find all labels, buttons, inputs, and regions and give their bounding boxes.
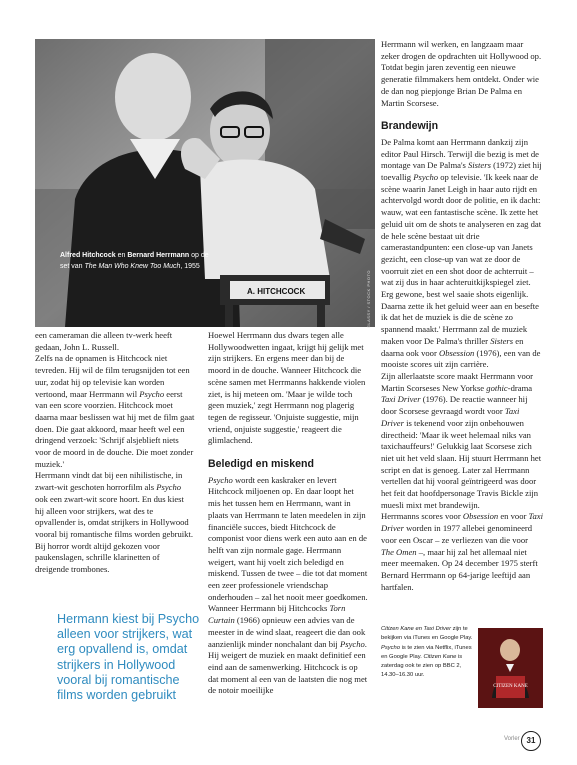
viewing-info-box: Citizen Kane en Taxi Driver zijn te bekijken via iTunes en Google Play. Psycho is te zien via Netflix, iTunes en Google Play. Citizen Kane is zaterdag ook te zien op BBC 2, 14.30–16.30 uur.	[381, 626, 473, 679]
paragraph: Hoewel Herrmann dus dwars tegen alle Hollywoodwetten ingaat, krijgt hij gelijk met zijn strijkers. En ergens meer dan bij de moord in de douche. Wanneer Hitchcock die scène samen met Herrmanns hakkende violen ziet, is hij meteen om. 'Maar je wilde toch geen muziek,' zegt Herrmann nog plagerig tegen de regisseur. 'Onjuiste suggestie, mijn vriend, onjuiste suggestie,' reageert die glimlachend.	[208, 330, 366, 446]
article-column-3	[381, 39, 543, 593]
caption-and: en	[115, 252, 128, 259]
photo-illustration	[35, 39, 375, 327]
dvd-cover-image	[478, 628, 543, 708]
paragraph: een cameraman die alleen tv-werk heeft gedaan, John L. Russell.	[35, 330, 173, 352]
pull-quote: Hermann kiest bij Psycho alleen voor strijkers, wat erg opvallend is, omdat strijkers in Hollywood vooral bij romantische films worden gebruikt	[57, 612, 200, 703]
page-number: 31	[521, 731, 541, 751]
paragraph: Zelfs na de opnamen is Hitchcock niet tevreden. Hij wil de film terugsnijden tot een uur, zodat hij op televisie kan worden vertoond, maar Herrmann wil Psycho eerst van een score voorzien. Hitchcock moet daarna maar beslissen wat hij met de film gaat doen. Die gaat akkoord, maar heeft wel een dringend verzoek: 'Schrijf alsjeblieft niets voor de moord in de douche. Die moet zonder muziek.'	[35, 353, 195, 469]
paragraph: De Palma komt aan Herrmann dankzij zijn editor Paul Hirsch. Terwijl die bezig is met de montage van De Palma's Sisters (1972) ziet hij toevallig Psycho op televisie. 'Ik keek naar de scène waarin Janet Leigh in haar auto rijdt en achtervolgd wordt door de politie, en ik dacht: wauw, wat een fantastische scène. Ik zette het geluid uit om de shots te analyseren en zag dat de hele scène bestaat uit drie camerastandpunten: een close-up van Janets gezicht, een close-up van wat ze door de voorruit ziet en een shot door de achterruit – wat zij dus in haar achteruitkijkspiegel ziet. Erg gewone, best wel saaie shots eigenlijk. Daarna zette ik het geluid weer aan en besefte ik dat het de muziek is die de scène zo spannend maakt.' Herrmann zal de muziek maken voor De Palma's thriller Sisters en daarna ook voor Obsession (1976), een van de mooiste scores uit zijn carrière.	[381, 136, 542, 370]
chair-label: A. HITCHCOCK	[247, 287, 306, 296]
section-heading: Brandewijn	[381, 120, 439, 133]
caption-name-1: Alfred Hitchcock	[60, 252, 116, 259]
paragraph: Herrmann wil werken, en langzaam maar zeker drogen de opdrachten uit Hollywood op. Totdat begin jaren zeventig een nieuwe generatie filmmakers hem ontdekt. Onder wie de dan nog piepjonge Brian De Palma en Martin Scorsese.	[381, 39, 542, 108]
article-column-1	[35, 330, 195, 576]
hitchcock-herrmann-photo	[35, 39, 375, 327]
caption-film: The Man Who Knew Too Much	[84, 263, 181, 270]
caption-year: , 1955	[180, 263, 200, 270]
paragraph: Herrmanns scores voor Obsession en voor Taxi Driver worden in 1977 allebei genomineerd voor een Oscar – ze verliezen van die voor The Omen –, maar hij zal het allemaal niet meer meemaken. Op 24 december 1975 sterft Bernard Herrmann op 64-jarige leeftijd aan hartfalen.	[381, 511, 544, 592]
dvd-title: CITIZEN KANE	[493, 684, 528, 689]
paragraph: Herrmann vindt dat bij een nihilistische, in zwart-wit geschoten horrorfilm als Psycho ook een zwart-wit score hoort. En dus kiest hij alleen voor strijkers, wat des te opvallender is, omdat strijkers in Hollywood vooral bij romantische films worden gebruikt. Bij horror wordt altijd gekozen voor paukenslagen, schrille klarinetten of dreigende trombones.	[35, 470, 193, 575]
section-label: Vorler	[504, 736, 520, 742]
photo-credit: GLASSY / STOCK PHOTO	[366, 270, 371, 329]
section-heading: Beledigd en miskend	[208, 458, 314, 471]
photo-caption	[60, 250, 210, 272]
caption-text: op de set van	[60, 252, 209, 270]
paragraph: Psycho wordt een kaskraker en levert Hitchcock miljoenen op. En daar loopt het mis het tussen hem en Herrmann, want in plaats van Herrmann te laten meedelen in zijn financiële succes, biedt Hitchcock de componist voor diens werk een auto aan en de helft van zijn normale gage. Herrmann weigert, want hij voelt zich beledigd en miskend. Tussen de twee – die tot dat moment een zeer professionele vriendschap onderhouden – zal het nooit meer goedkomen.	[208, 474, 368, 602]
paragraph: Wanneer Herrmann bij Hitchcocks Torn Curtain (1966) opnieuw een advies van de meester in de wind slaat, reageert die dan ook aanzienlijk minder nonchalant dan bij Psycho. Hij weigert de muziek en maakt definitief een eind aan de samenwerking. Hitchcock is op dat moment al een van de laatsten die nog met de notoir moeilijke	[208, 603, 368, 696]
citizen-kane-dvd-cover	[478, 628, 543, 708]
paragraph: Zijn allerlaatste score maakt Herrmann voor Martin Scorseses New Yorkse gothic-drama Taxi Driver (1976). De reactie wanneer hij door Scorsese gevraagd wordt voor Taxi Driver is tekenend voor zijn onbehouwen directheid: 'Maar ik weet helemaal niks van taxichauffeurs!' Gelukkig laat Scorsese zich niet uit het veld slaan. Hij stuurt Herrmann het script en dat is genoeg. Later zal Herrmann vertellen dat hij vooral geïntrigeerd was door het feit dat hoofdpersonage Travis Bickle zijn muesli mixt met brandewijn.	[381, 370, 542, 510]
article-column-2	[208, 330, 368, 697]
caption-name-2: Bernard Herrmann	[127, 252, 190, 259]
